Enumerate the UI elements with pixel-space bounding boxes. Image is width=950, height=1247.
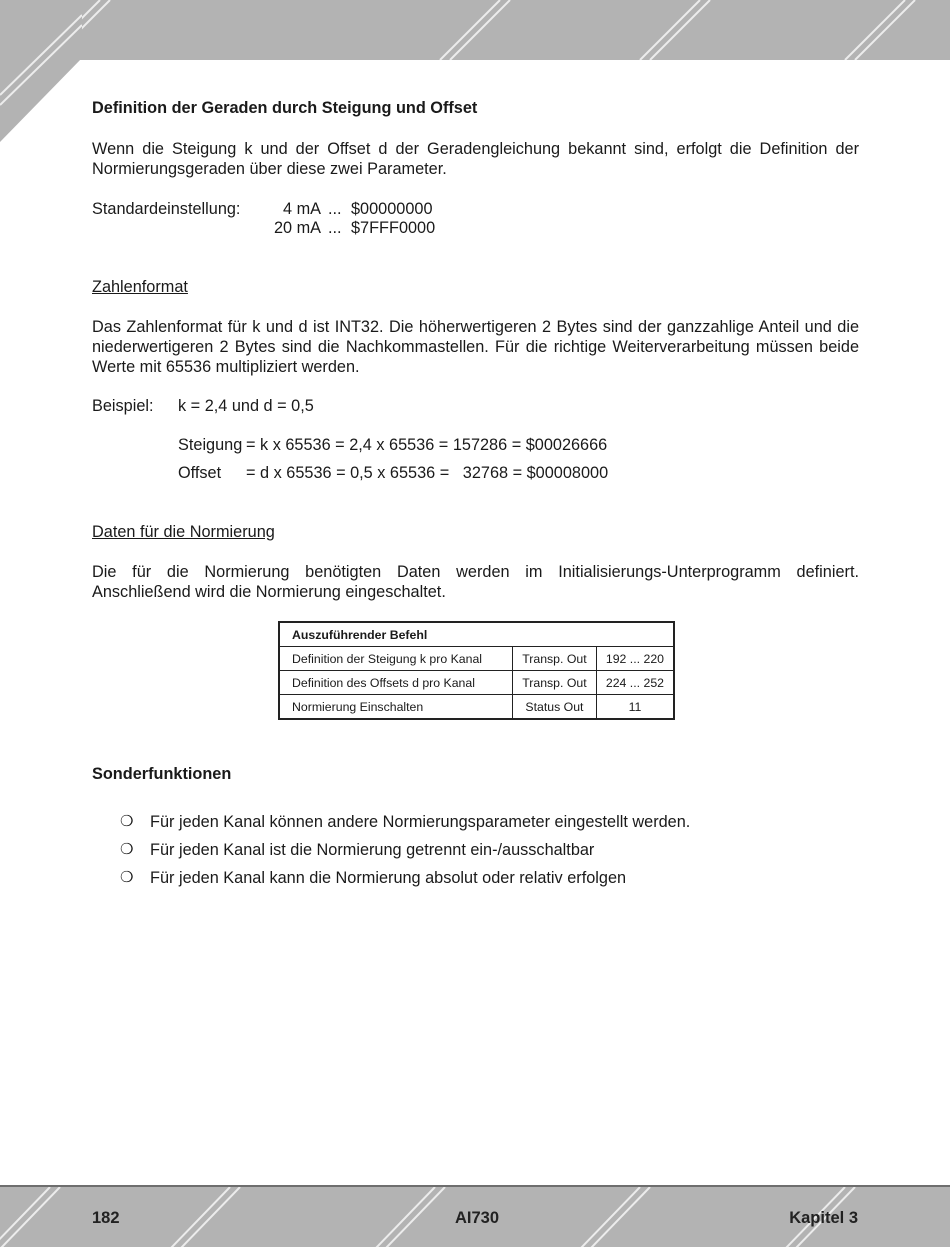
section-heading-sonderfunktionen: Sonderfunktionen — [92, 765, 232, 783]
table-cell: Definition der Steigung k pro Kanal — [279, 647, 512, 671]
table-cell: Definition des Offsets d pro Kanal — [279, 671, 512, 695]
definition-paragraph: Wenn die Steigung k und der Offset d der Geradengleichung bekannt sind, erfolgt die Definition der Normierungsgeraden über diese zwei Parameter. — [92, 140, 859, 178]
corner-wedge — [0, 0, 82, 145]
calc-name-steigung: Steigung — [178, 436, 243, 454]
list-item-text: Für jeden Kanal können andere Normierungsparameter eingestellt werden. — [150, 813, 691, 831]
table-cell: Transp. Out — [512, 647, 596, 671]
table-cell: Status Out — [512, 695, 596, 720]
header-stripes — [0, 0, 950, 60]
command-table — [278, 621, 675, 720]
standard-ma-1: 4 mA — [282, 200, 321, 218]
hollow-circle-icon: ❍ — [120, 841, 134, 858]
calc-formula-steigung: = k x 65536 = 2,4 x 65536 = 157286 = $00026666 — [246, 436, 608, 454]
section-heading-definition: Definition der Geraden durch Steigung und Offset — [92, 99, 478, 117]
calc-formula-offset: = d x 65536 = 0,5 x 65536 = 32768 = $00008000 — [246, 464, 609, 482]
daten-paragraph: Die für die Normierung benötigten Daten werden im Initialisierungs-Unterprogramm definiert. Anschließend wird die Normierung eingeschaltet. — [92, 563, 859, 601]
calc-name-offset: Offset — [178, 464, 222, 482]
page-number: 182 — [92, 1209, 120, 1227]
hollow-circle-icon: ❍ — [120, 869, 134, 886]
standard-ma-2: 20 mA — [273, 219, 321, 237]
standard-value-1: $00000000 — [351, 200, 433, 218]
table-cell: 224 ... 252 — [596, 671, 674, 695]
example-text: k = 2,4 und d = 0,5 — [178, 397, 314, 415]
list-item — [120, 840, 690, 868]
list-item — [120, 868, 690, 896]
standard-sep-1: ... — [328, 200, 342, 218]
product-name: AI730 — [455, 1209, 500, 1227]
table-row — [279, 671, 674, 695]
standard-label: Standardeinstellung: — [92, 200, 241, 218]
standard-sep-2: ... — [328, 219, 342, 237]
hollow-circle-icon: ❍ — [120, 813, 134, 830]
chapter-label: Kapitel 3 — [789, 1209, 858, 1227]
table-cell: 192 ... 220 — [596, 647, 674, 671]
list-item-text: Für jeden Kanal ist die Normierung getrennt ein-/ausschaltbar — [150, 841, 595, 859]
table-row — [279, 695, 674, 720]
list-item-text: Für jeden Kanal kann die Normierung absolut oder relativ erfolgen — [150, 869, 627, 887]
table-cell: 11 — [596, 695, 674, 720]
example-label: Beispiel: — [92, 397, 154, 415]
zahlenformat-paragraph: Das Zahlenformat für k und d ist INT32. Die höherwertigeren 2 Bytes sind der ganzzahlige Anteil und die niederwertigeren 2 Bytes sind die Nachkommastellen. Für die richtige Weiterverarbeitung müssen beide Werte mit 65536 multipliziert werden. — [92, 318, 859, 376]
section-heading-daten: Daten für die Normierung — [92, 523, 275, 541]
table-header-row — [279, 622, 674, 647]
table-header: Auszuführender Befehl — [279, 622, 674, 647]
section-heading-zahlenformat: Zahlenformat — [92, 278, 188, 296]
table-row — [279, 647, 674, 671]
feature-list — [120, 812, 690, 896]
standard-value-2: $7FFF0000 — [351, 219, 436, 237]
table-cell: Normierung Einschalten — [279, 695, 512, 720]
list-item — [120, 812, 690, 840]
table-cell: Transp. Out — [512, 671, 596, 695]
header-band — [0, 0, 950, 60]
